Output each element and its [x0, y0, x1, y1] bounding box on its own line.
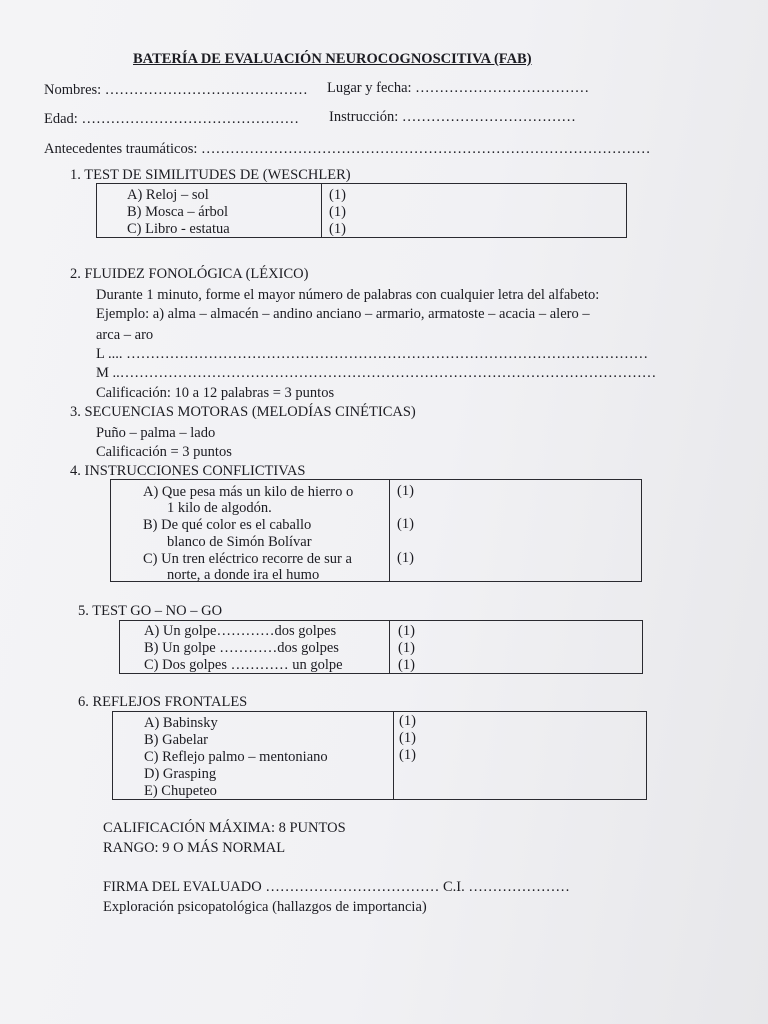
field-antecedentes: Antecedentes traumáticos: ………………………………………………………………………………… — [44, 141, 651, 157]
normal-range: RANGO: 9 O MÁS NORMAL — [103, 840, 286, 856]
document-title: BATERÍA DE EVALUACIÓN NEUROCOGNOSCITIVA (FAB) — [133, 51, 532, 67]
table-row-label-cont: norte, a donde ira el humo — [167, 567, 320, 583]
section-6-heading: 6. REFLEJOS FRONTALES — [78, 694, 248, 710]
table-row-score: (1) — [399, 747, 416, 763]
table-row-score: (1) — [397, 483, 414, 499]
table-row-score: (1) — [397, 550, 414, 566]
section-5-table — [119, 620, 643, 674]
table-row-score: (1) — [398, 657, 415, 673]
table-row-label: B) Un golpe …………dos golpes — [144, 640, 339, 656]
table-row-label: A) Que pesa más un kilo de hierro o — [143, 484, 354, 500]
table-divider — [389, 480, 390, 581]
section-4-table — [110, 479, 642, 582]
table-row-label: B) Gabelar — [144, 732, 209, 748]
section-2-heading: 2. FLUIDEZ FONOLÓGICA (LÉXICO) — [70, 266, 309, 282]
section-1-table — [96, 183, 627, 238]
section-3-sequence: Puño – palma – lado — [96, 425, 216, 441]
section-2-score: Calificación: 10 a 12 palabras = 3 puntos — [96, 385, 335, 401]
table-row-label: C) Reflejo palmo – mentoniano — [144, 749, 328, 765]
table-row-label-cont: 1 kilo de algodón. — [167, 500, 272, 516]
table-row-label: C) Un tren eléctrico recorre de sur a — [143, 551, 352, 567]
field-instruccion: Instrucción: ……………………………… — [329, 109, 576, 125]
section-3-heading: 3. SECUENCIAS MOTORAS (MELODÍAS CINÉTICAS) — [70, 404, 416, 420]
table-divider — [389, 621, 390, 673]
section-5-heading: 5. TEST GO – NO – GO — [78, 603, 223, 619]
table-row-score: (1) — [398, 640, 415, 656]
table-row-label: C) Dos golpes ………… un golpe — [144, 657, 343, 673]
psychopathological-exploration: Exploración psicopatológica (hallazgos de importancia) — [103, 899, 427, 915]
section-2-instructions: Durante 1 minuto, forme el mayor número de palabras con cualquier letra del alfabeto: — [96, 287, 600, 303]
table-divider — [321, 184, 322, 237]
table-row-label: D) Grasping — [144, 766, 217, 782]
table-row-label: A) Un golpe…………dos golpes — [144, 623, 337, 639]
table-row-label: B) Mosca – árbol — [127, 204, 229, 220]
table-row-score: (1) — [329, 187, 346, 203]
section-6-table — [112, 711, 647, 800]
table-row-score: (1) — [329, 204, 346, 220]
field-nombres: Nombres: …………………………………… — [44, 82, 308, 98]
table-row-score: (1) — [329, 221, 346, 237]
table-row-label: E) Chupeteo — [144, 783, 217, 799]
max-score: CALIFICACIÓN MÁXIMA: 8 PUNTOS — [103, 820, 346, 836]
section-1-heading: 1. TEST DE SIMILITUDES DE (WESCHLER) — [70, 167, 351, 183]
table-row-score: (1) — [398, 623, 415, 639]
section-4-heading: 4. INSTRUCCIONES CONFLICTIVAS — [70, 463, 306, 479]
table-row-label: A) Reloj – sol — [127, 187, 209, 203]
table-row-score: (1) — [399, 713, 416, 729]
table-divider — [393, 712, 394, 799]
section-2-example: Ejemplo: a) alma – almacén – andino anciano – armario, armatoste – acacia – alero – — [96, 306, 590, 322]
table-row-score: (1) — [397, 516, 414, 532]
table-row-label: B) De qué color es el caballo — [143, 517, 312, 533]
table-row-label-cont: blanco de Simón Bolívar — [167, 534, 312, 550]
section-2-example-cont: arca – aro — [96, 327, 154, 343]
section-2-line-m: M ..………………………………………………………………………………………………… — [96, 365, 657, 381]
field-lugar-fecha: Lugar y fecha: ……………………………… — [327, 80, 590, 96]
table-row-score: (1) — [399, 730, 416, 746]
signature-line: FIRMA DEL EVALUADO ……………………………… C.I. ………………… — [103, 879, 570, 895]
field-edad: Edad: ……………………………………… — [44, 111, 299, 127]
table-row-label: C) Libro - estatua — [127, 221, 230, 237]
table-row-label: A) Babinsky — [144, 715, 218, 731]
section-2-line-l: L .... ……………………………………………………………………………………………… — [96, 346, 649, 362]
section-3-score: Calificación = 3 puntos — [96, 444, 232, 460]
